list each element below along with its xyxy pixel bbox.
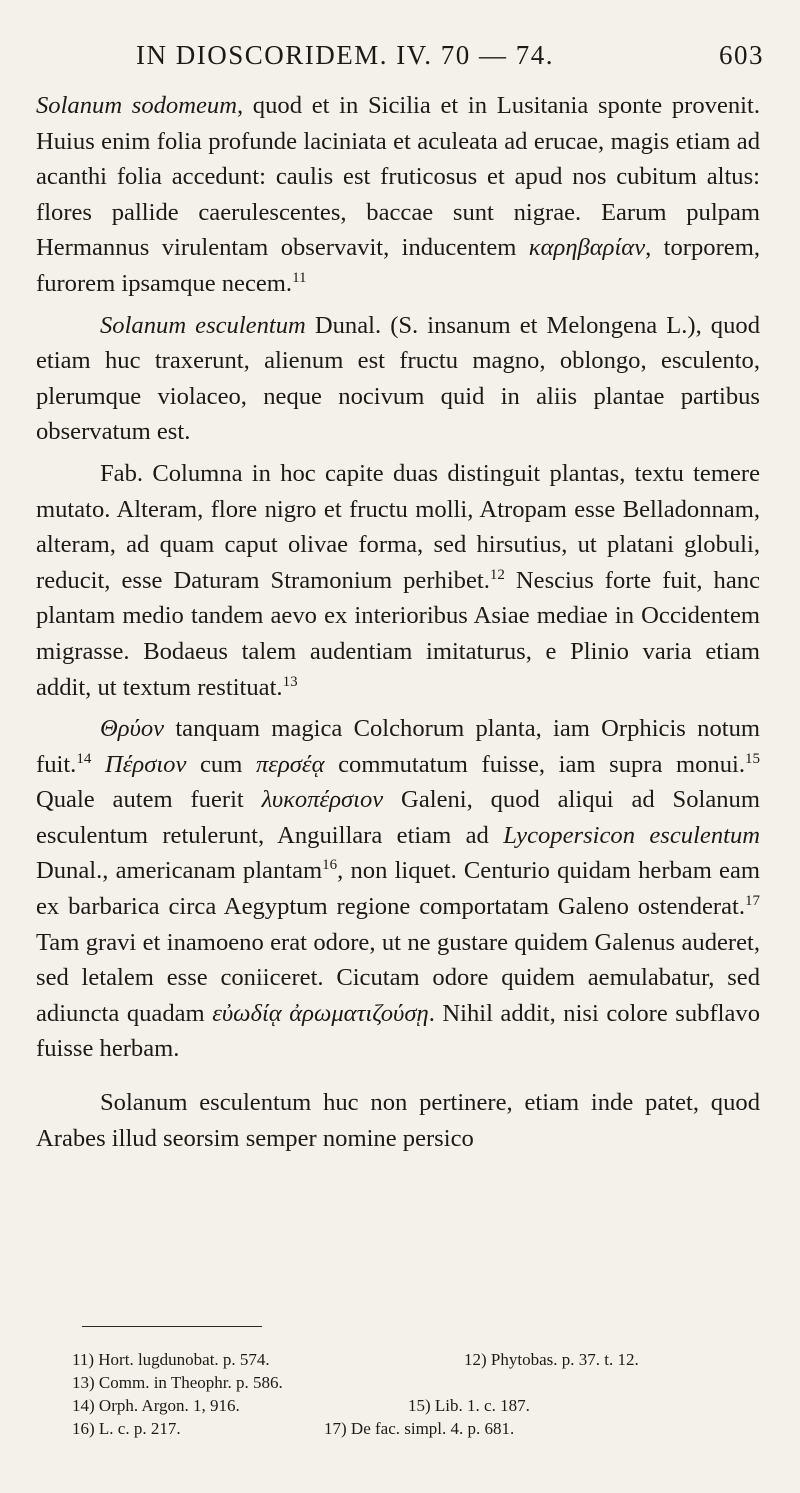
paragraph-text: commutatum fuisse, iam supra monui.: [324, 750, 746, 778]
footnote-ref: 11: [292, 269, 307, 286]
species-name: Lycopersicon esculentum: [503, 821, 761, 849]
footnote-text: Orph. Argon. 1, 916.: [98, 1396, 240, 1415]
paragraph-text: Dunal., americanam plantam: [36, 857, 323, 885]
paragraph-arabes: [36, 1085, 760, 1156]
paragraph-text: , quod et in Sicilia et in Lusitania sponte provenit. Huius enim folia profunde laciniata et aculeata ad erucae, magis etiam ad acanthi folia accedunt: caulis est fruticosus et apud nos cubitum altus: flores pallide caerulescentes, baccae sunt nigrae. Earum pulpam Hermannus virulentam observavit, inducentem: [36, 92, 760, 262]
footnote-number: 16): [72, 1419, 95, 1438]
paragraph-text: Nescius forte fuit, hanc plantam medio tandem aevo ex interioribus Asiae mediae in Occidentem migrasse. Bodaeus talem audentiam imitaturus, e Plinio varia etiam addit, ut textum restituat.: [36, 566, 760, 701]
footnote-row: [72, 1348, 772, 1371]
footnote-number: 13): [72, 1373, 95, 1392]
footnote: [72, 1348, 270, 1371]
paragraph-text: . Nihil addit, nisi colore subflavo fuisse herbam.: [36, 999, 760, 1063]
footnote: [408, 1394, 530, 1417]
paragraph-text: , non liquet. Centurio quidam herbam eam ex barbarica circa Aegyptum regione comportatam Galeno ostenderat.: [36, 857, 760, 921]
footnote-number: 17): [324, 1419, 347, 1438]
species-name: Solanum sodomeum: [36, 92, 237, 119]
greek-term: Θρύον: [100, 715, 165, 743]
footnote: [72, 1417, 181, 1440]
footnotes: [72, 1348, 772, 1440]
footnote-text: Hort. lugdunobat. p. 574.: [98, 1350, 270, 1369]
footnote-text: Lib. 1. c. 187.: [434, 1396, 530, 1415]
footnote-row: [72, 1371, 772, 1394]
footnote-number: 14): [72, 1396, 95, 1415]
main-text: [36, 88, 760, 1156]
greek-term: περσέᾳ: [255, 750, 325, 778]
paragraph-columna: [36, 456, 760, 705]
footnote-row: [72, 1417, 772, 1440]
footnote-text: Comm. in Theophr. p. 586.: [98, 1373, 283, 1392]
paragraph-text: Solanum esculentum huc non pertinere, etiam inde patet, quod Arabes illud seorsim semper nomine persico: [36, 1089, 760, 1152]
species-name: Solanum esculentum: [100, 311, 306, 339]
footnote-ref: 17: [745, 892, 760, 909]
footnote-ref: 14: [76, 750, 92, 767]
greek-term: Πέρσιον: [104, 750, 187, 778]
footnote: [324, 1417, 514, 1440]
footnote-rule: [82, 1326, 262, 1327]
paragraph-text: Fab. Columna in hoc capite duas distinguit plantas, textu temere mutato. Alteram, flore nigro et fructu molli, Atropam esse Belladonnam, alteram, ad quam caput olivae forma, sed hirsutius, ut platani globuli, reducit, esse Daturam Stramonium perhibet.: [36, 459, 760, 594]
paragraph-text: Quale autem fuerit: [36, 786, 262, 814]
paragraph-thryon: [36, 711, 760, 1067]
footnote-ref: 12: [489, 566, 505, 583]
footnote-number: 12): [464, 1350, 487, 1369]
footnote-ref: 15: [745, 750, 761, 767]
running-title: IN DIOSCORIDEM. IV. 70 — 74.: [136, 40, 555, 70]
greek-term: εὐωδίᾳ ἀρωματιζούσῃ: [212, 999, 429, 1027]
footnote-row: [72, 1394, 772, 1417]
footnote-text: Phytobas. p. 37. t. 12.: [490, 1350, 639, 1369]
footnote: [72, 1394, 240, 1417]
running-header: [0, 36, 800, 80]
footnote-ref: 13: [282, 673, 298, 690]
paragraph-text: cum: [186, 750, 256, 778]
paragraph-solanum-sodomeum: [36, 88, 760, 302]
footnote-number: 15): [408, 1396, 431, 1415]
footnote-text: L. c. p. 217.: [98, 1419, 181, 1438]
footnote-text: De fac. simpl. 4. p. 681.: [350, 1419, 515, 1438]
paragraph-text: [91, 751, 105, 778]
paragraph-text: , torporem, furorem ipsamque necem.: [36, 234, 760, 297]
footnote: [464, 1348, 639, 1371]
paragraph-text: Tam gravi et inamoeno erat odore, ut ne gustare quidem Galenus auderet, sed letalem esse coniiceret. Cicutam odore quidem aemulabatur, sed adiuncta quadam: [36, 928, 760, 1027]
footnote: [72, 1371, 283, 1394]
page-number: 603: [719, 40, 764, 70]
footnote-number: 11): [72, 1350, 95, 1369]
paragraph-text: Dunal. (S. insanum et Melongena L.), quod etiam huc traxerunt, alienum est fructu magno, oblongo, esculento, plerumque violaceo, neque nocivum quid in aliis plantae partibus observatum est.: [36, 311, 760, 446]
paragraph-solanum-esculentum: [36, 308, 760, 450]
greek-term: λυκοπέρσιον: [261, 786, 384, 814]
paragraph-text: Galeni, quod aliqui ad Solanum esculentum retulerunt, Anguillara etiam ad: [36, 786, 760, 849]
footnote-ref: 16: [322, 857, 338, 874]
paragraph-text: tanquam magica Colchorum planta, iam Orphicis notum fuit.: [36, 715, 760, 778]
greek-term: καρηβαρίαν: [528, 234, 646, 262]
